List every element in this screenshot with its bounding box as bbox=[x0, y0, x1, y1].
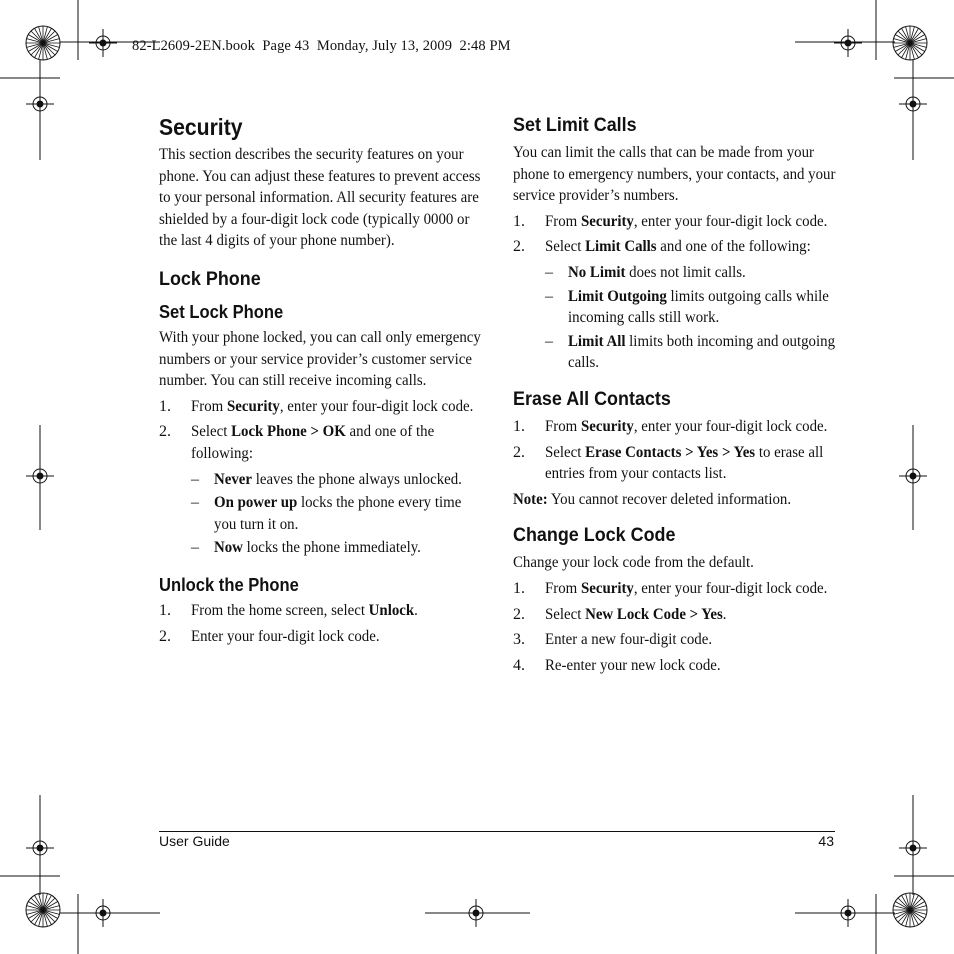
option-on-power-up: – On power up locks the phone every time you turn it on. bbox=[191, 494, 462, 533]
security-intro: This section describes the security features on your phone. You can adjust these features to prevent access to your personal information. All security features are shielded by a four-digit lock code (typically 0000 or the last 4 digits of your phone number). bbox=[159, 146, 481, 250]
right-column bbox=[513, 112, 838, 680]
limit-calls-intro: You can limit the calls that can be made from your phone to emergency numbers, your contacts, and your service provider’s numbers. bbox=[513, 144, 836, 205]
change-lock-intro: Change your lock code from the default. bbox=[513, 554, 754, 572]
footer-rule bbox=[159, 831, 835, 832]
option-no-limit: – No Limit does not limit calls. bbox=[545, 263, 746, 281]
change-step-4: 4. Re-enter your new lock code. bbox=[513, 656, 721, 674]
option-limit-outgoing: – Limit Outgoing limits outgoing calls while incoming calls still work. bbox=[545, 287, 829, 327]
erase-step-1: 1. From Security, enter your four-digit lock code. bbox=[513, 417, 828, 435]
set-lock-intro: With your phone locked, you can call only emergency numbers or your service provider’s customer service number. You can still receive incoming calls. bbox=[159, 328, 481, 390]
set-lock-step-1: 1. From Security, enter your four-digit lock code. bbox=[159, 397, 474, 415]
footer-label: User Guide bbox=[159, 833, 230, 849]
lock-phone-heading: Lock Phone bbox=[159, 267, 261, 290]
change-lock-code-heading: Change Lock Code bbox=[513, 524, 676, 547]
page-number: 43 bbox=[818, 833, 834, 849]
option-now: – Now locks the phone immediately. bbox=[191, 539, 421, 557]
print-header: 82-L2609-2EN.book Page 43 Monday, July 13, 2009 2:48 PM bbox=[132, 38, 511, 54]
option-never: – Never leaves the phone always unlocked. bbox=[191, 470, 462, 488]
change-step-2: 2. Select New Lock Code > Yes. bbox=[513, 605, 727, 623]
limit-step-1: 1. From Security, enter your four-digit lock code. bbox=[513, 212, 828, 230]
change-step-3: 3. Enter a new four-digit code. bbox=[513, 631, 713, 649]
limit-calls-heading: Set Limit Calls bbox=[513, 114, 637, 136]
note bbox=[513, 489, 839, 511]
note-label: Note: bbox=[513, 490, 548, 508]
change-step-1: 1. From Security, enter your four-digit lock code. bbox=[513, 579, 828, 597]
erase-step-2: 2. Select Erase Contacts > Yes > Yes to erase all entries from your contacts list. bbox=[513, 443, 824, 483]
unlock-step-1: 1. From the home screen, select Unlock. bbox=[159, 601, 418, 619]
set-lock-phone-heading: Set Lock Phone bbox=[159, 301, 284, 322]
unlock-heading: Unlock the Phone bbox=[159, 574, 299, 595]
limit-step-2: 2. Select Limit Calls and one of the following: bbox=[513, 238, 811, 256]
page-title: Security bbox=[159, 114, 243, 140]
option-limit-all: – Limit All limits both incoming and outgoing calls. bbox=[545, 332, 836, 372]
note-text: You cannot recover deleted information. bbox=[547, 490, 792, 508]
unlock-step-2: 2. Enter your four-digit lock code. bbox=[159, 627, 380, 645]
erase-contacts-heading: Erase All Contacts bbox=[513, 387, 671, 410]
left-column bbox=[159, 112, 484, 651]
set-lock-step-2: 2. Select Lock Phone > OK and one of the following: bbox=[159, 423, 435, 462]
